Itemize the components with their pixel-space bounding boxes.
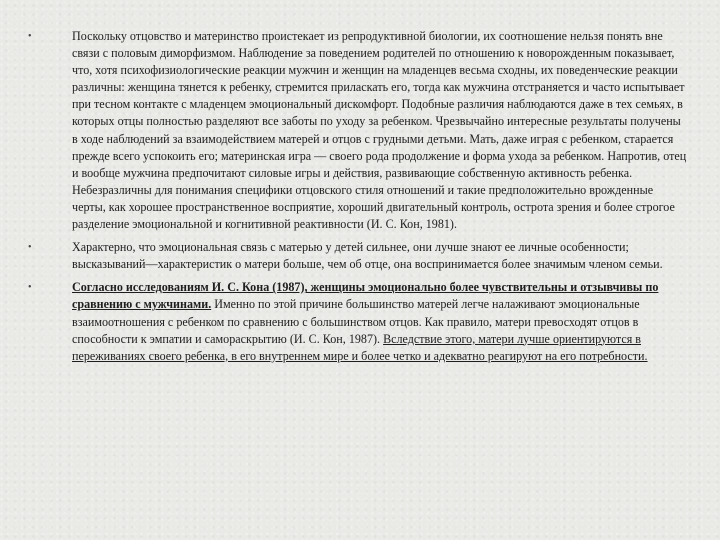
bullet-marker: •	[28, 242, 32, 254]
bullet-underlined-text: Вследствие этого, матери лучше ориентируются в переживаниях своего ребенка, в его внутреннем мире и более четко и адекватно реагируют на его потребности.	[72, 331, 648, 363]
bullet-text: Именно по этой причине большинство матерей легче налаживают эмоциональные взаимоотношения с ребенком по сравнению с большинством отцов. Как правило, матери превосходят отцов в способности к эмпатии и самораскрытию (И. С. Кон, 1987).	[72, 297, 640, 346]
bullet-marker: •	[28, 31, 32, 42]
bullet-list	[28, 28, 688, 371]
bullet-item-1	[28, 28, 688, 233]
bullet-lead-text: Согласно исследованиям И. С. Кона (1987), женщины эмоционально более чувствительны и отзывчивы по сравнению с мужчинами.	[72, 280, 659, 312]
bullet-text: Характерно, что эмоциональная связь с матерью у детей сильнее, они лучше знают ее личные особенности; высказываний—характеристик о матери больше, чем об отце, она воспринимается более значимым членом семьи.	[72, 240, 663, 272]
bullet-item-3	[28, 279, 688, 364]
bullet-marker: •	[28, 282, 32, 294]
bullet-text: Поскольку отцовство и материнство проистекает из репродуктивной биологии, их соотношение нельзя понять вне связи с половым диморфизмом. Наблюдение за поведением родителей по отношению к новорожденным показывает, что, хотя психофизиологические реакции мужчин и женщин на младенцев весьма сходны, их поведенческие реакции различны: женщина тянется к ребенку, стремится приласкать его, тогда как мужчина отстраняется и часто испытывает при тесном контакте с младенцем эмоциональный дискомфорт. Подобные различия наблюдаются даже в тех семьях, в которых отцы полностью разделяют все заботы по уходу за ребенком. Чрезвычайно интересные результаты получены в ходе наблюдений за взаимодействием матерей и отцов с грудными детьми. Мать, даже играя с ребенком, старается прежде всего успокоить его; материнская игра — своего рода продолжение и форма ухода за ребенком. Напротив, отец и вообще мужчина предпочитают силовые игры и действия, развивающие собственную активность ребенка. Небезразличны для понимания специфики отцовского стиля отношений и такие предположительно врожденные черты, как хорошее пространственное восприятие, хороший двигательный контроль, острота зрения и более строгое разделение эмоциональной и когнитивной реактивности (И. С. Кон, 1981).	[72, 29, 687, 232]
bullet-item-2	[28, 239, 688, 273]
